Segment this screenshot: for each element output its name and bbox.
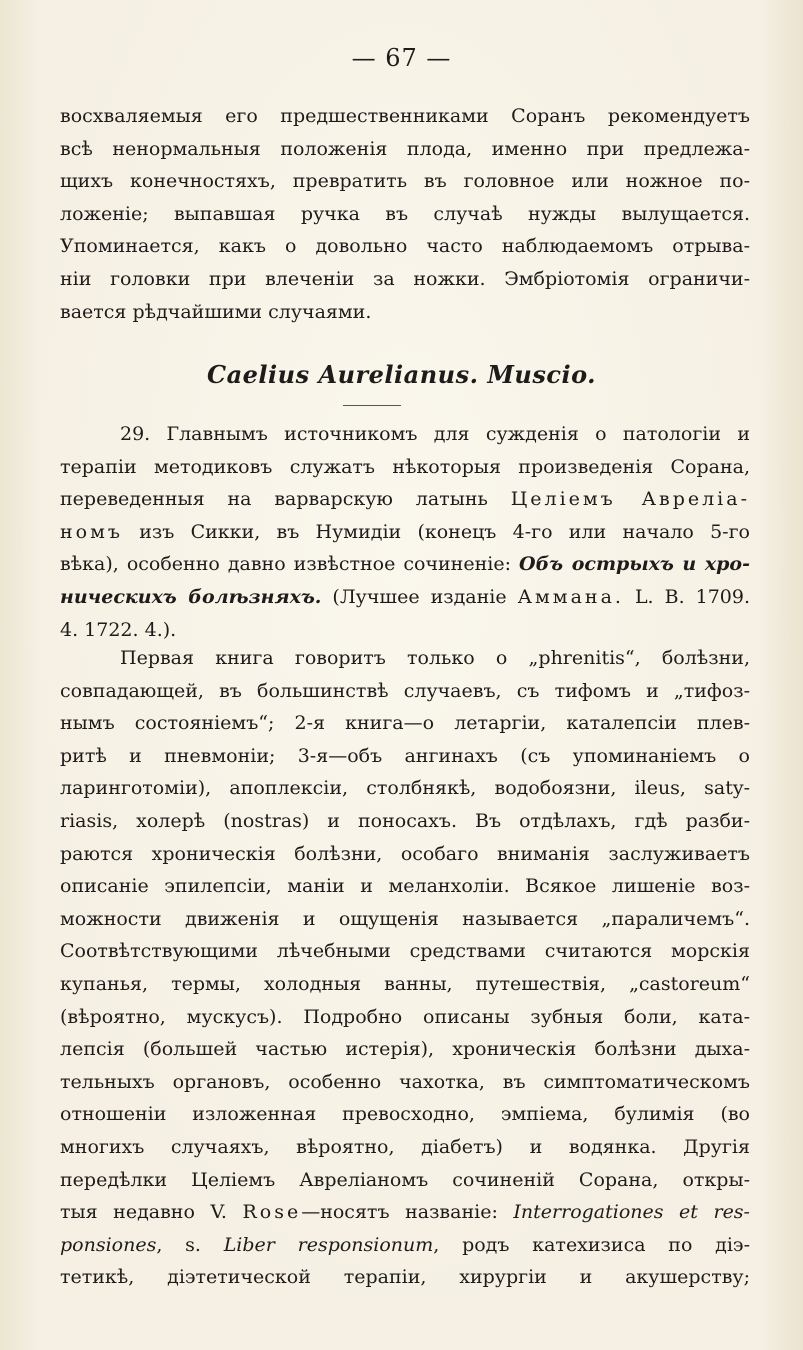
text-line: ніи головки при влеченіи за ножки. Эмбріотомія ограничи- xyxy=(60,267,750,290)
paragraph-continuation xyxy=(60,100,750,328)
text-line: многихъ случаяхъ, вѣроятно, діабетъ) и водянка. Другія xyxy=(60,1135,750,1158)
text-line: (вѣроятно, мускусъ). Подробно описаны зубныя боли, ката- xyxy=(60,1005,750,1028)
text-line: передѣлки Целіемъ Авреліаномъ сочиненій Сорана, откры- xyxy=(60,1168,750,1191)
text-line: Соотвѣтствующими лѣчебными средствами считаются морскія xyxy=(60,940,750,963)
book-title: Liber responsionum xyxy=(223,1233,434,1256)
text-line xyxy=(60,581,750,614)
heading-divider xyxy=(343,405,401,406)
text-line: riasis, холерѣ (nostras) и поносахъ. Въ отдѣлахъ, гдѣ разби- xyxy=(60,809,750,832)
text-line xyxy=(60,548,750,581)
book-title: ponsiones xyxy=(60,1233,157,1256)
spaced-name: номъ xyxy=(60,520,123,543)
text-line: ритѣ и пневмоніи; 3-я—объ ангинахъ (съ упоминаніемъ о xyxy=(60,744,750,767)
spaced-name: Rose xyxy=(242,1201,302,1224)
text-fragment: L. B. 1709. xyxy=(623,585,750,608)
book-title: Interrogationes et res- xyxy=(513,1201,750,1224)
text-line: купанья, термы, холодныя ванны, путешествія, „castoreum“ xyxy=(60,972,750,995)
text-line: ложеніе; выпавшая ручка въ случаѣ нужды вылущается. xyxy=(60,202,750,225)
text-line: восхваляемыя его предшественниками Соранъ рекомендуетъ xyxy=(60,105,750,127)
text-line: Первая книга говоритъ только о „phrenitis“, болѣзни, xyxy=(120,647,750,669)
text-line: всѣ ненормальныя положенія плода, именно при предлежа- xyxy=(60,137,750,160)
text-line: лепсія (большей частью истерія), хроническія болѣзни дыха- xyxy=(60,1038,750,1061)
text-line xyxy=(60,1196,750,1229)
text-fragment: вѣка), особенно давно извѣстное сочиненіе: xyxy=(60,553,520,576)
text-line: описаніе эпилепсіи, маніи и меланхоліи. Всякое лишеніе воз- xyxy=(60,875,750,898)
text-fragment: тыя недавно V. xyxy=(60,1201,243,1224)
text-line: тетикѣ, діэтетической терапіи, хирургіи и акушерству; xyxy=(60,1266,750,1289)
text-line: ларинготоміи), апоплексіи, столбнякѣ, водобоязни, ileus, saty- xyxy=(60,777,750,800)
book-title: Объ острыхъ и хро- xyxy=(519,553,750,576)
section-heading: Caelius Aurelianus. Muscio. xyxy=(206,360,597,389)
text-line xyxy=(60,483,750,516)
text-line: совпадающей, въ большинствѣ случаевъ, съ тифомъ и „тифоз- xyxy=(60,679,750,702)
text-line: Упоминается, какъ о довольно часто наблюдаемомъ отрыва- xyxy=(60,235,750,258)
spaced-name: Целіемъ Авреліа- xyxy=(510,488,750,511)
text-fragment: , родъ катехизиса по діэ- xyxy=(433,1233,750,1256)
paragraph-books-overview xyxy=(60,642,750,1294)
spaced-name: Аммана. xyxy=(517,585,624,608)
text-line: можности движенія и ощущенія называется „параличемъ“. xyxy=(60,907,750,930)
text-line: нымъ состояніемъ“; 2-я книга—о летаргіи, каталепсіи плев- xyxy=(60,712,750,735)
text-line: 29. Главнымъ источникомъ для сужденія о патологіи и xyxy=(120,423,750,445)
text-line: терапіи методиковъ служатъ нѣкоторыя произведенія Сорана, xyxy=(60,455,750,478)
page-number: — 67 — xyxy=(351,44,452,72)
text-fragment: , s. xyxy=(156,1233,224,1256)
text-line: 4. 1722. 4.). xyxy=(60,618,177,641)
text-fragment: —носятъ названіе: xyxy=(301,1201,514,1224)
book-title: ническихъ болѣзняхъ. xyxy=(60,585,322,608)
text-fragment: изъ Сикки, въ Нумидіи (конецъ 4-го или начало 5-го xyxy=(122,520,750,543)
text-fragment: (Лучшее изданіе xyxy=(321,585,518,608)
text-line: щихъ конечностяхъ, превратить въ головное или ножное по- xyxy=(60,170,750,193)
text-line: отношеніи изложенная превосходно, эмпіема, булимія (во xyxy=(60,1103,750,1126)
text-line: вается рѣдчайшими случаями. xyxy=(60,300,372,323)
text-line xyxy=(60,516,750,549)
text-line: тельныхъ органовъ, особенно чахотка, въ симптоматическомъ xyxy=(60,1070,750,1093)
text-line xyxy=(60,1229,750,1262)
paragraph-section-29 xyxy=(60,418,750,646)
text-line: раются хроническія болѣзни, особаго вниманія заслуживаетъ xyxy=(60,842,750,865)
text-fragment: переведенныя на варварскую латынь xyxy=(60,488,488,511)
